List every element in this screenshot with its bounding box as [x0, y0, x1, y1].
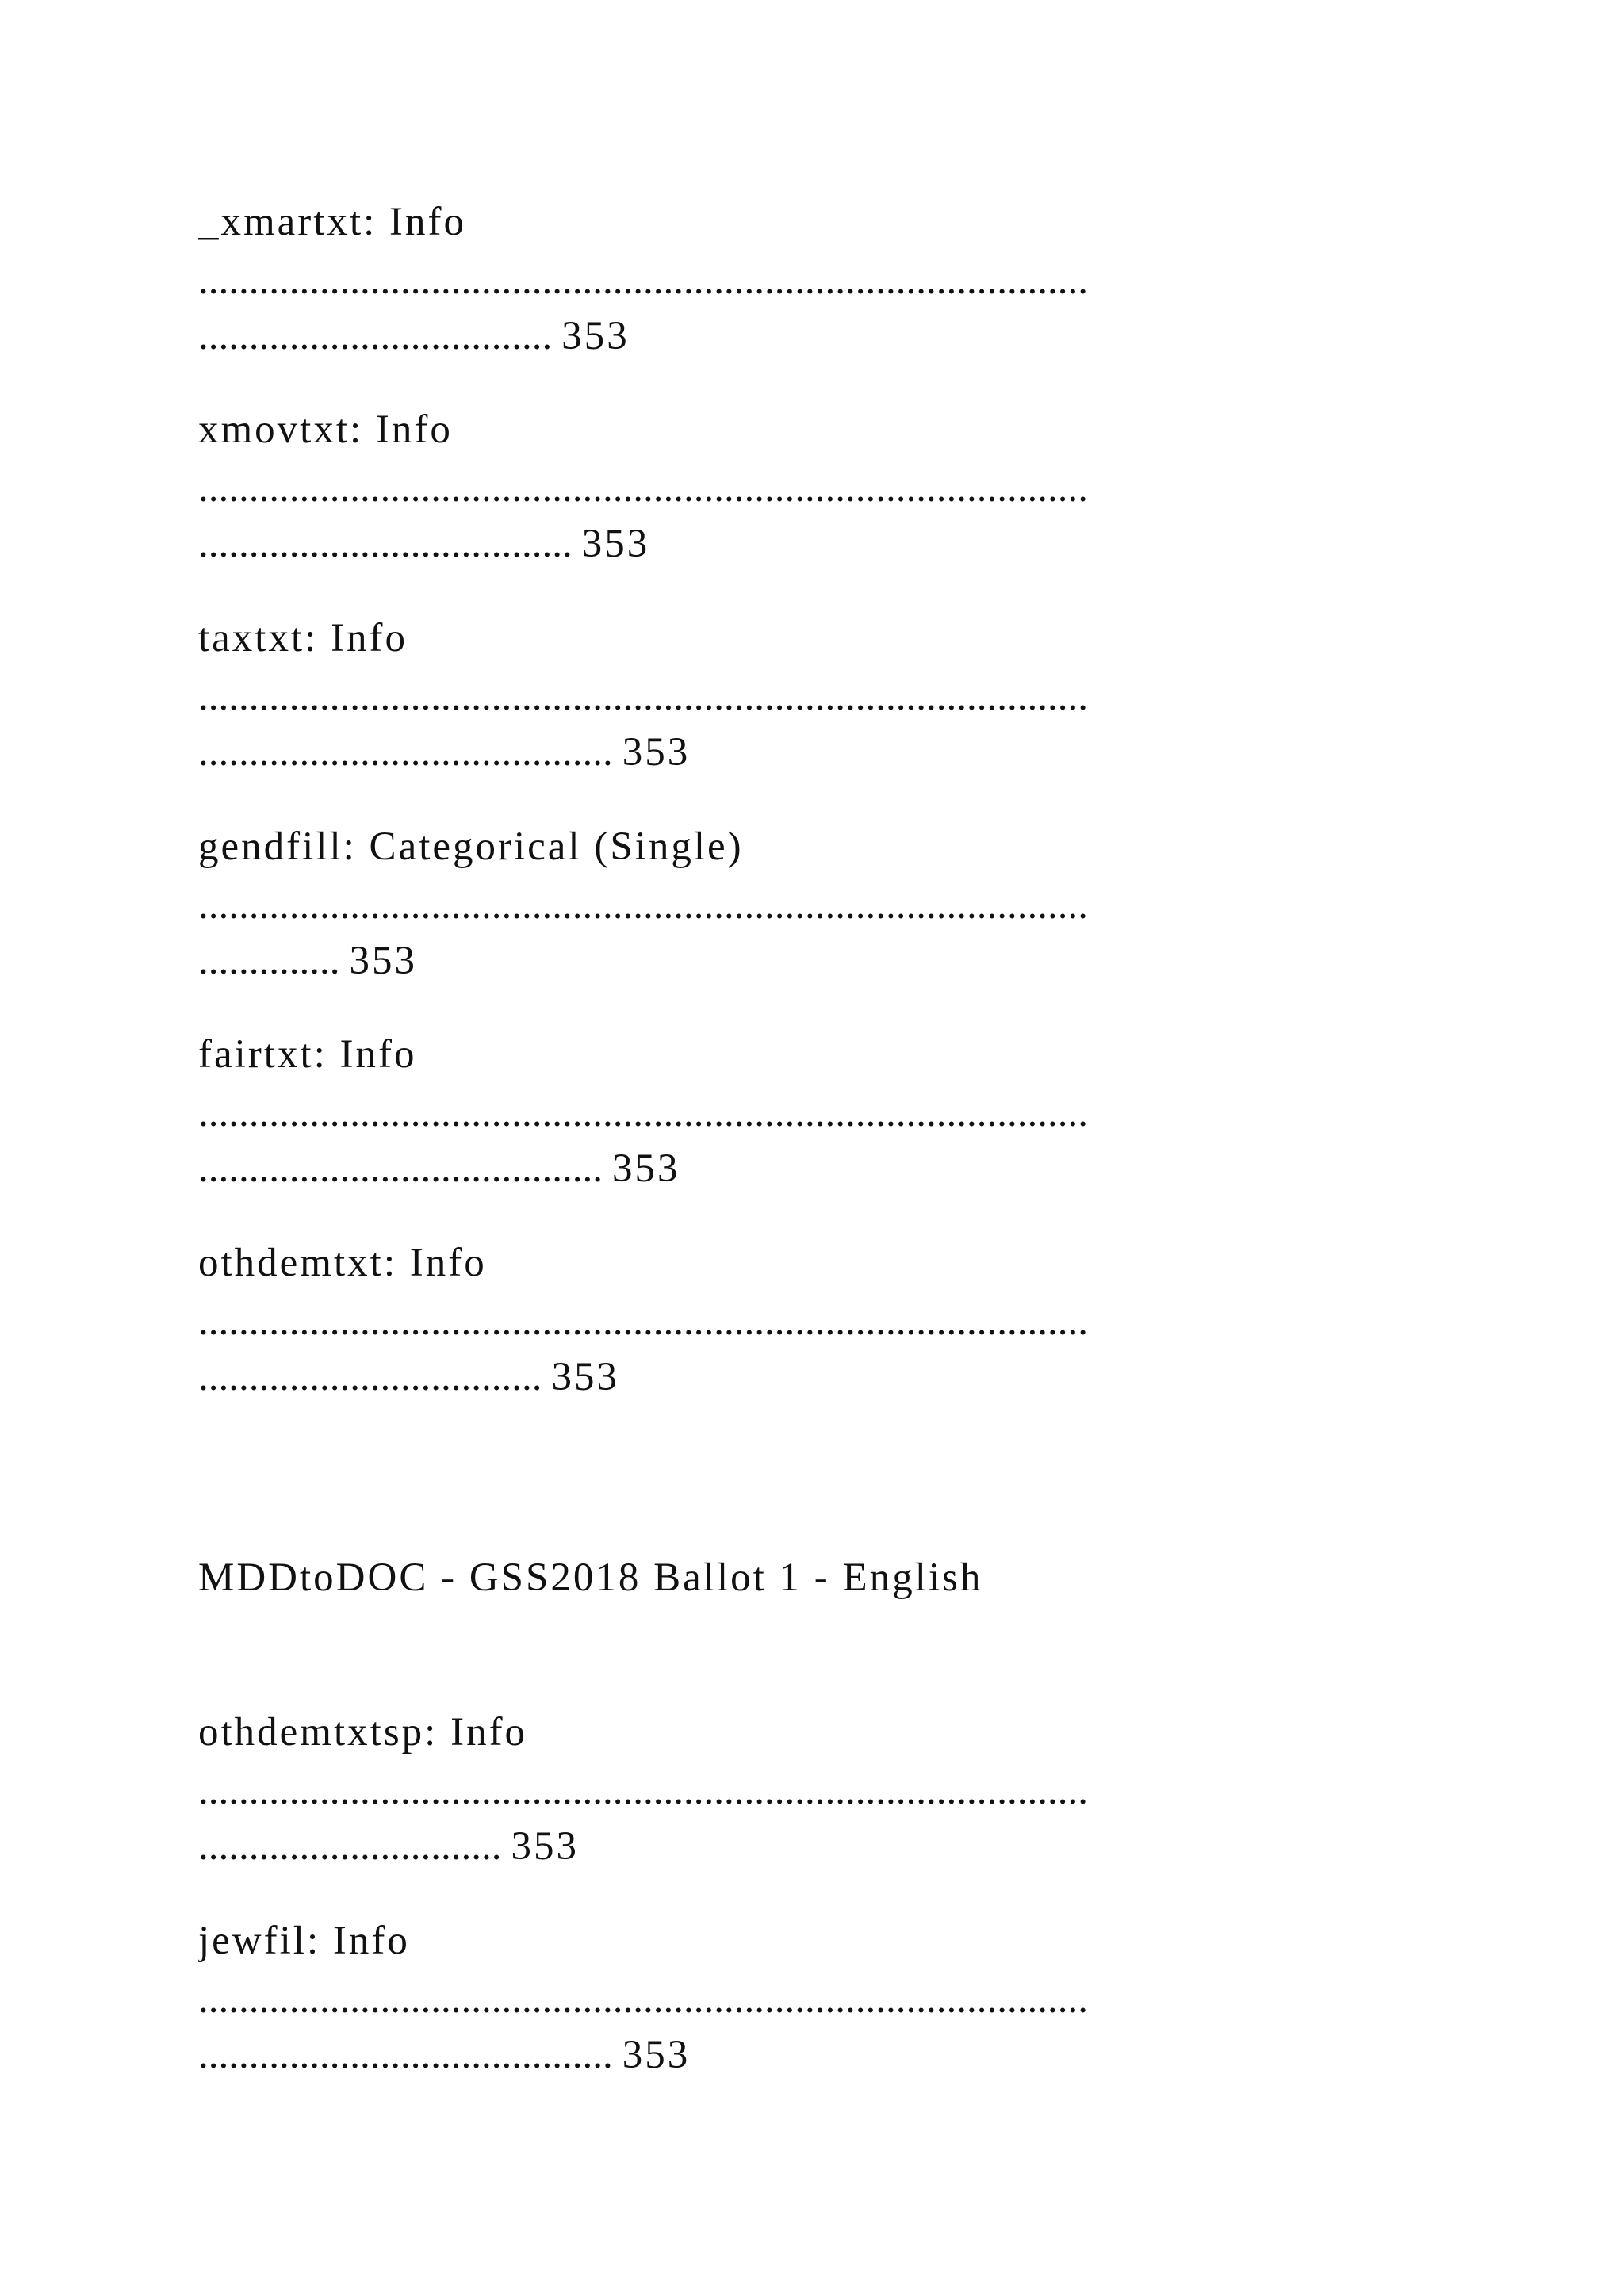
toc-page-number: 353: [561, 314, 630, 358]
toc-entry[interactable]: [198, 1917, 1435, 2079]
toc-leader-end: [198, 312, 1435, 360]
toc-leader-end: [198, 2031, 1435, 2079]
toc-leader-dots: ..............................: [198, 1824, 502, 1869]
toc-leader-dots: .....................................: [198, 522, 573, 566]
toc-entry-label: jewfil: Info: [198, 1919, 410, 1963]
toc-page-number: 353: [622, 2033, 691, 2077]
toc-leader-dots: .........................................: [198, 730, 613, 775]
toc-leader-end: [198, 1145, 1435, 1192]
toc-leader: ........................................................................................: [198, 258, 1088, 303]
toc-leader-dots: .........................................: [198, 2033, 613, 2077]
toc-leader: ........................................................................................: [198, 1769, 1088, 1813]
toc-leader-end: [198, 1823, 1435, 1870]
toc-entry[interactable]: [198, 1709, 1435, 1870]
toc-page-number: 353: [349, 939, 417, 983]
toc-entry-label: gendfill: Categorical (Single): [198, 825, 744, 869]
toc-leader-end: [198, 937, 1435, 985]
toc-leader-end: [198, 520, 1435, 568]
toc-leader-end: [198, 729, 1435, 776]
toc-entry-label: _xmartxt: Info: [198, 200, 467, 244]
toc-entry-label: othdemtxtsp: Info: [198, 1710, 528, 1755]
toc-leader-dots: ........................................: [198, 1146, 603, 1191]
toc-page-number: 353: [612, 1146, 680, 1191]
toc-leader: ........................................................................................: [198, 466, 1088, 511]
document-title: MDDtoDOC - GSS2018 Ballot 1 - English: [198, 1556, 983, 1600]
toc-leader: ........................................................................................: [198, 1091, 1088, 1135]
toc-entry[interactable]: [198, 823, 1435, 985]
toc-page-number: 353: [511, 1824, 579, 1869]
toc-leader: ........................................................................................: [198, 883, 1088, 928]
toc-entry-label: xmovtxt: Info: [198, 408, 453, 452]
toc-entry[interactable]: [198, 198, 1435, 360]
toc-entry-label: taxtxt: Info: [198, 616, 408, 660]
toc-entry-label: fairtxt: Info: [198, 1032, 417, 1077]
toc-entry[interactable]: [198, 614, 1435, 776]
toc-entry[interactable]: [198, 1031, 1435, 1192]
toc-leader-dots: ...................................: [198, 314, 553, 358]
toc-leader: ........................................................................................: [198, 1299, 1088, 1344]
toc-entry-label: othdemtxt: Info: [198, 1241, 487, 1285]
toc-leader: ........................................................................................: [198, 1977, 1088, 2022]
toc-leader-end: [198, 1353, 1435, 1401]
toc-page-number: 353: [622, 730, 691, 775]
toc-entry[interactable]: [198, 406, 1435, 568]
toc-leader: ........................................................................................: [198, 675, 1088, 719]
toc-page-number: 353: [551, 1355, 619, 1399]
toc-leader-dots: ..............: [198, 939, 340, 983]
toc-entry[interactable]: [198, 1239, 1435, 1401]
toc-leader-dots: ..................................: [198, 1355, 542, 1399]
toc-page-number: 353: [581, 522, 650, 566]
